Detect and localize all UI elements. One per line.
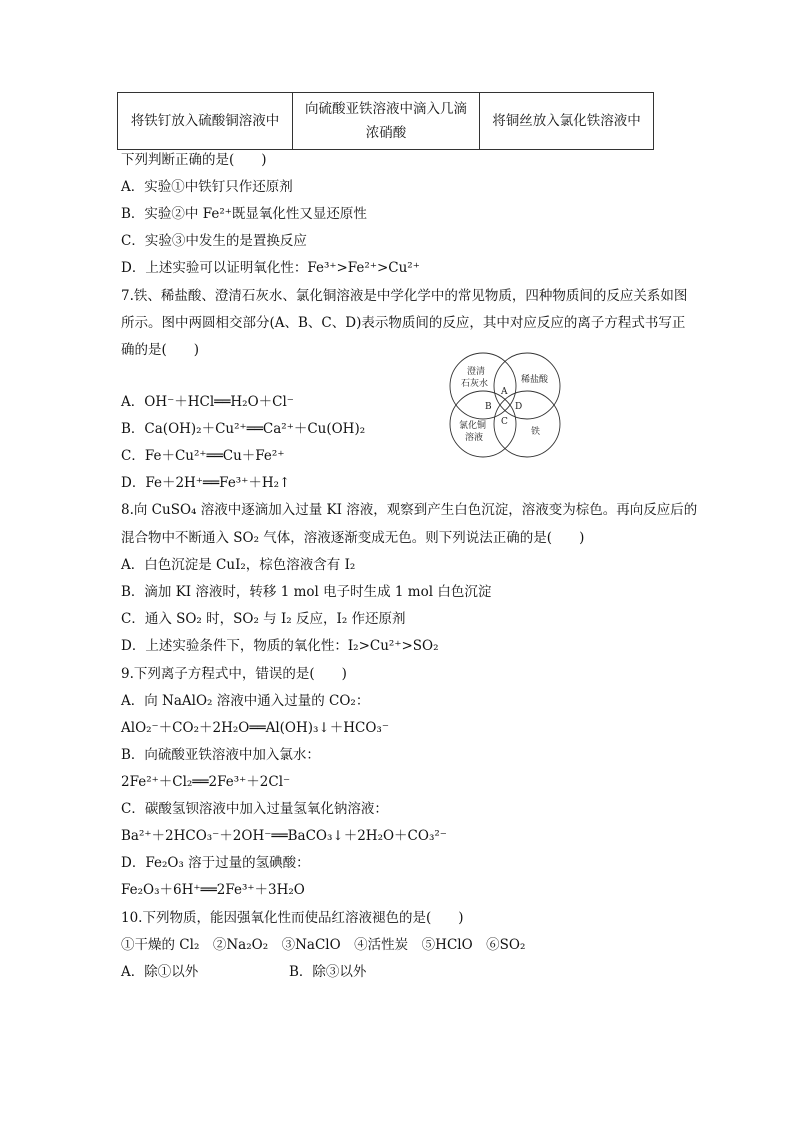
q9-option-c: C．碳酸氢钡溶液中加入过量氢氧化钠溶液： <box>121 801 388 817</box>
cell-text: 将铜丝放入氯化铁溶液中 <box>492 113 641 129</box>
venn-diagram <box>445 350 565 460</box>
venn-label-b: B <box>485 402 492 412</box>
q8-stem-line1: 8.向 CuSO₄ 溶液中逐滴加入过量 KI 溶液，观察到产生白色沉淀，溶液变为棕色。再向反应后的 <box>121 502 698 518</box>
q9-option-b: B．向硫酸亚铁溶液中加入氯水： <box>121 747 320 763</box>
q7-option-c: C．Fe＋Cu²⁺══Cu＋Fe²⁺ <box>121 448 285 464</box>
table-cell-exp3 <box>480 93 654 150</box>
q7-option-d: D．Fe＋2H⁺══Fe³⁺＋H₂↑ <box>121 475 291 491</box>
venn-label-iron: 铁 <box>531 427 541 437</box>
q7-stem-line2: 所示。图中两圆相交部分(A、B、C、D)表示物质间的反应，其中对应反应的离子方程式书写正 <box>121 315 686 331</box>
venn-circle-hcl <box>494 353 560 419</box>
q9-stem: 9.下列离子方程式中，错误的是( ) <box>121 666 347 682</box>
experiment-table <box>117 92 654 150</box>
venn-label-c: C <box>501 417 508 427</box>
q6-option-b: B．实验②中 Fe²⁺既显氧化性又显还原性 <box>121 206 367 222</box>
q9-option-c-equation: Ba²⁺＋2HCO₃⁻＋2OH⁻══BaCO₃↓＋2H₂O＋CO₃²⁻ <box>121 828 447 844</box>
q8-stem-line2: 混合物中不断通入 SO₂ 气体，溶液逐渐变成无色。则下列说法正确的是( ) <box>121 530 585 546</box>
q8-option-d: D．上述实验条件下，物质的氧化性：I₂>Cu²⁺>SO₂ <box>121 638 439 654</box>
q7-option-b: B．Ca(OH)₂＋Cu²⁺══Ca²⁺＋Cu(OH)₂ <box>121 421 366 437</box>
venn-label-limewater-1: 澄清 <box>467 367 486 377</box>
table-cell-exp1 <box>118 93 293 150</box>
cell-text: 向硫酸亚铁溶液中滴入几滴 <box>305 101 467 117</box>
q7-stem-line3: 确的是( ) <box>121 342 200 358</box>
q6-option-a: A．实验①中铁钉只作还原剂 <box>121 179 293 195</box>
q9-option-b-equation: 2Fe²⁺＋Cl₂══2Fe³⁺＋2Cl⁻ <box>121 774 291 790</box>
cell-text: 将铁钉放入硫酸铜溶液中 <box>130 113 280 129</box>
q10-option-a: A．除①以外 <box>121 964 199 980</box>
q10-items: ①干燥的 Cl₂ ②Na₂O₂ ③NaClO ④活性炭 ⑤HClO ⑥SO₂ <box>121 937 526 953</box>
q10-stem: 10.下列物质，能因强氧化性而使品红溶液褪色的是( ) <box>121 910 464 926</box>
venn-label-hcl: 稀盐酸 <box>521 375 549 385</box>
q6-option-c: C．实验③中发生的是置换反应 <box>121 233 307 249</box>
q6-stem: 下列判断正确的是( ) <box>121 152 267 168</box>
q10-option-b: B．除③以外 <box>289 964 367 980</box>
venn-label-limewater-2: 石灰水 <box>461 379 489 389</box>
table-cell-exp2 <box>293 93 480 150</box>
cell-text: 浓硝酸 <box>365 125 407 141</box>
venn-label-cucl2-2: 溶液 <box>465 433 484 443</box>
q9-option-a-equation: AlO₂⁻＋CO₂＋2H₂O══Al(OH)₃↓＋HCO₃⁻ <box>121 720 389 736</box>
venn-label-a: A <box>501 387 508 397</box>
venn-label-cucl2-1: 氯化铜 <box>459 421 487 431</box>
venn-label-d: D <box>515 402 523 412</box>
q8-option-b: B．滴加 KI 溶液时，转移 1 mol 电子时生成 1 mol 白色沉淀 <box>121 584 492 600</box>
q8-option-a: A．白色沉淀是 CuI₂，棕色溶液含有 I₂ <box>121 557 356 573</box>
q7-option-a: A．OH⁻＋HCl══H₂O＋Cl⁻ <box>121 394 294 410</box>
q8-option-c: C．通入 SO₂ 时，SO₂ 与 I₂ 反应，I₂ 作还原剂 <box>121 611 406 627</box>
q7-stem-line1: 7.铁、稀盐酸、澄清石灰水、氯化铜溶液是中学化学中的常见物质，四种物质间的反应关系如图 <box>121 288 688 304</box>
q9-option-a: A．向 NaAlO₂ 溶液中通入过量的 CO₂： <box>121 693 370 709</box>
q6-option-d: D．上述实验可以证明氧化性：Fe³⁺>Fe²⁺>Cu²⁺ <box>121 260 420 276</box>
q9-option-d-equation: Fe₂O₃＋6H⁺══2Fe³⁺＋3H₂O <box>121 882 305 898</box>
q9-option-d: D．Fe₂O₃ 溶于过量的氢碘酸： <box>121 855 310 871</box>
